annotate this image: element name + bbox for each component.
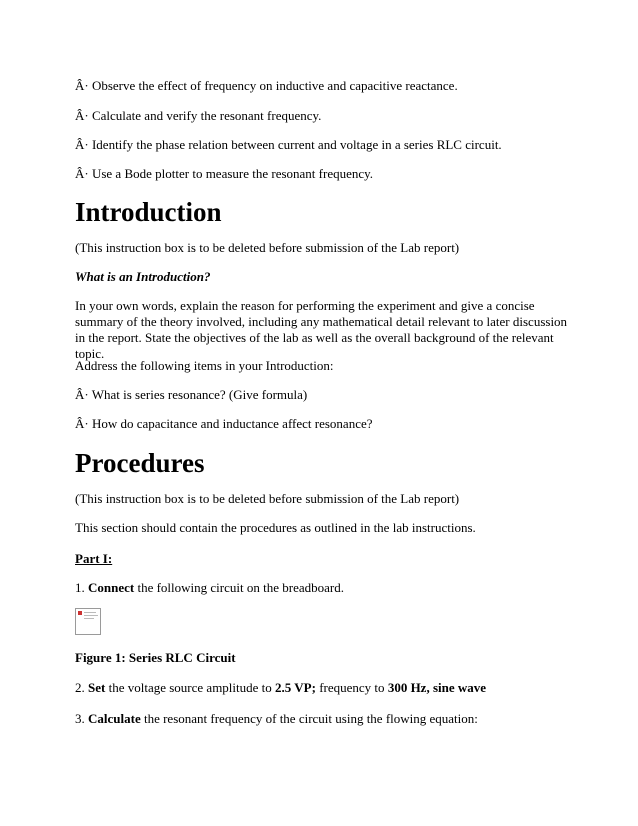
intro-item: Â· What is series resonance? (Give formula) <box>75 387 308 402</box>
step-number: 3. <box>75 711 88 726</box>
introduction-heading: Introduction <box>75 197 222 227</box>
step-text: the resonant frequency of the circuit using the flowing equation: <box>140 711 478 726</box>
objective-item: Â· Calculate and verify the resonant frequency. <box>75 108 322 123</box>
instruction-note: (This instruction box is to be deleted before submission of the Lab report) <box>75 240 460 255</box>
amplitude-value: 2.5 VP; <box>275 680 316 695</box>
step-verb: Set <box>88 680 106 695</box>
step-number: 2. <box>75 680 88 695</box>
step-text: the voltage source amplitude to <box>105 680 276 695</box>
step-verb: Calculate <box>88 711 141 726</box>
objective-item: Â· Use a Bode plotter to measure the resonant frequency. <box>75 166 374 181</box>
part-heading: Part I: <box>75 551 113 566</box>
procedures-description: This section should contain the procedures as outlined in the lab instructions. <box>75 520 476 535</box>
step-verb: Connect <box>88 580 135 595</box>
instruction-note: (This instruction box is to be deleted before submission of the Lab report) <box>75 491 460 506</box>
intro-item: Â· How do capacitance and inductance affect resonance? <box>75 416 373 431</box>
intro-address: Address the following items in your Introduction: <box>75 358 334 373</box>
step-3 <box>75 711 478 727</box>
frequency-value: 300 Hz, sine wave <box>387 680 487 695</box>
step-2 <box>75 680 486 696</box>
step-1 <box>75 580 344 596</box>
intro-question: What is an Introduction? <box>75 269 211 284</box>
step-number: 1. <box>75 580 88 595</box>
objective-item: Â· Observe the effect of frequency on inductive and capacitive reactance. <box>75 78 458 93</box>
objective-item: Â· Identify the phase relation between current and voltage in a series RLC circuit. <box>75 137 502 152</box>
procedures-heading: Procedures <box>75 448 205 478</box>
intro-body: In your own words, explain the reason for performing the experiment and give a concise summary of the theory involved, including any mathematical detail relevant to later discussion in the report. State the objectives of the lab as well as the overall background of the relevant topic. <box>75 298 568 361</box>
broken-image-icon <box>75 608 101 635</box>
figure-caption: Figure 1: Series RLC Circuit <box>75 650 236 665</box>
step-text: the following circuit on the breadboard. <box>134 580 344 595</box>
step-text: frequency to <box>315 680 388 695</box>
